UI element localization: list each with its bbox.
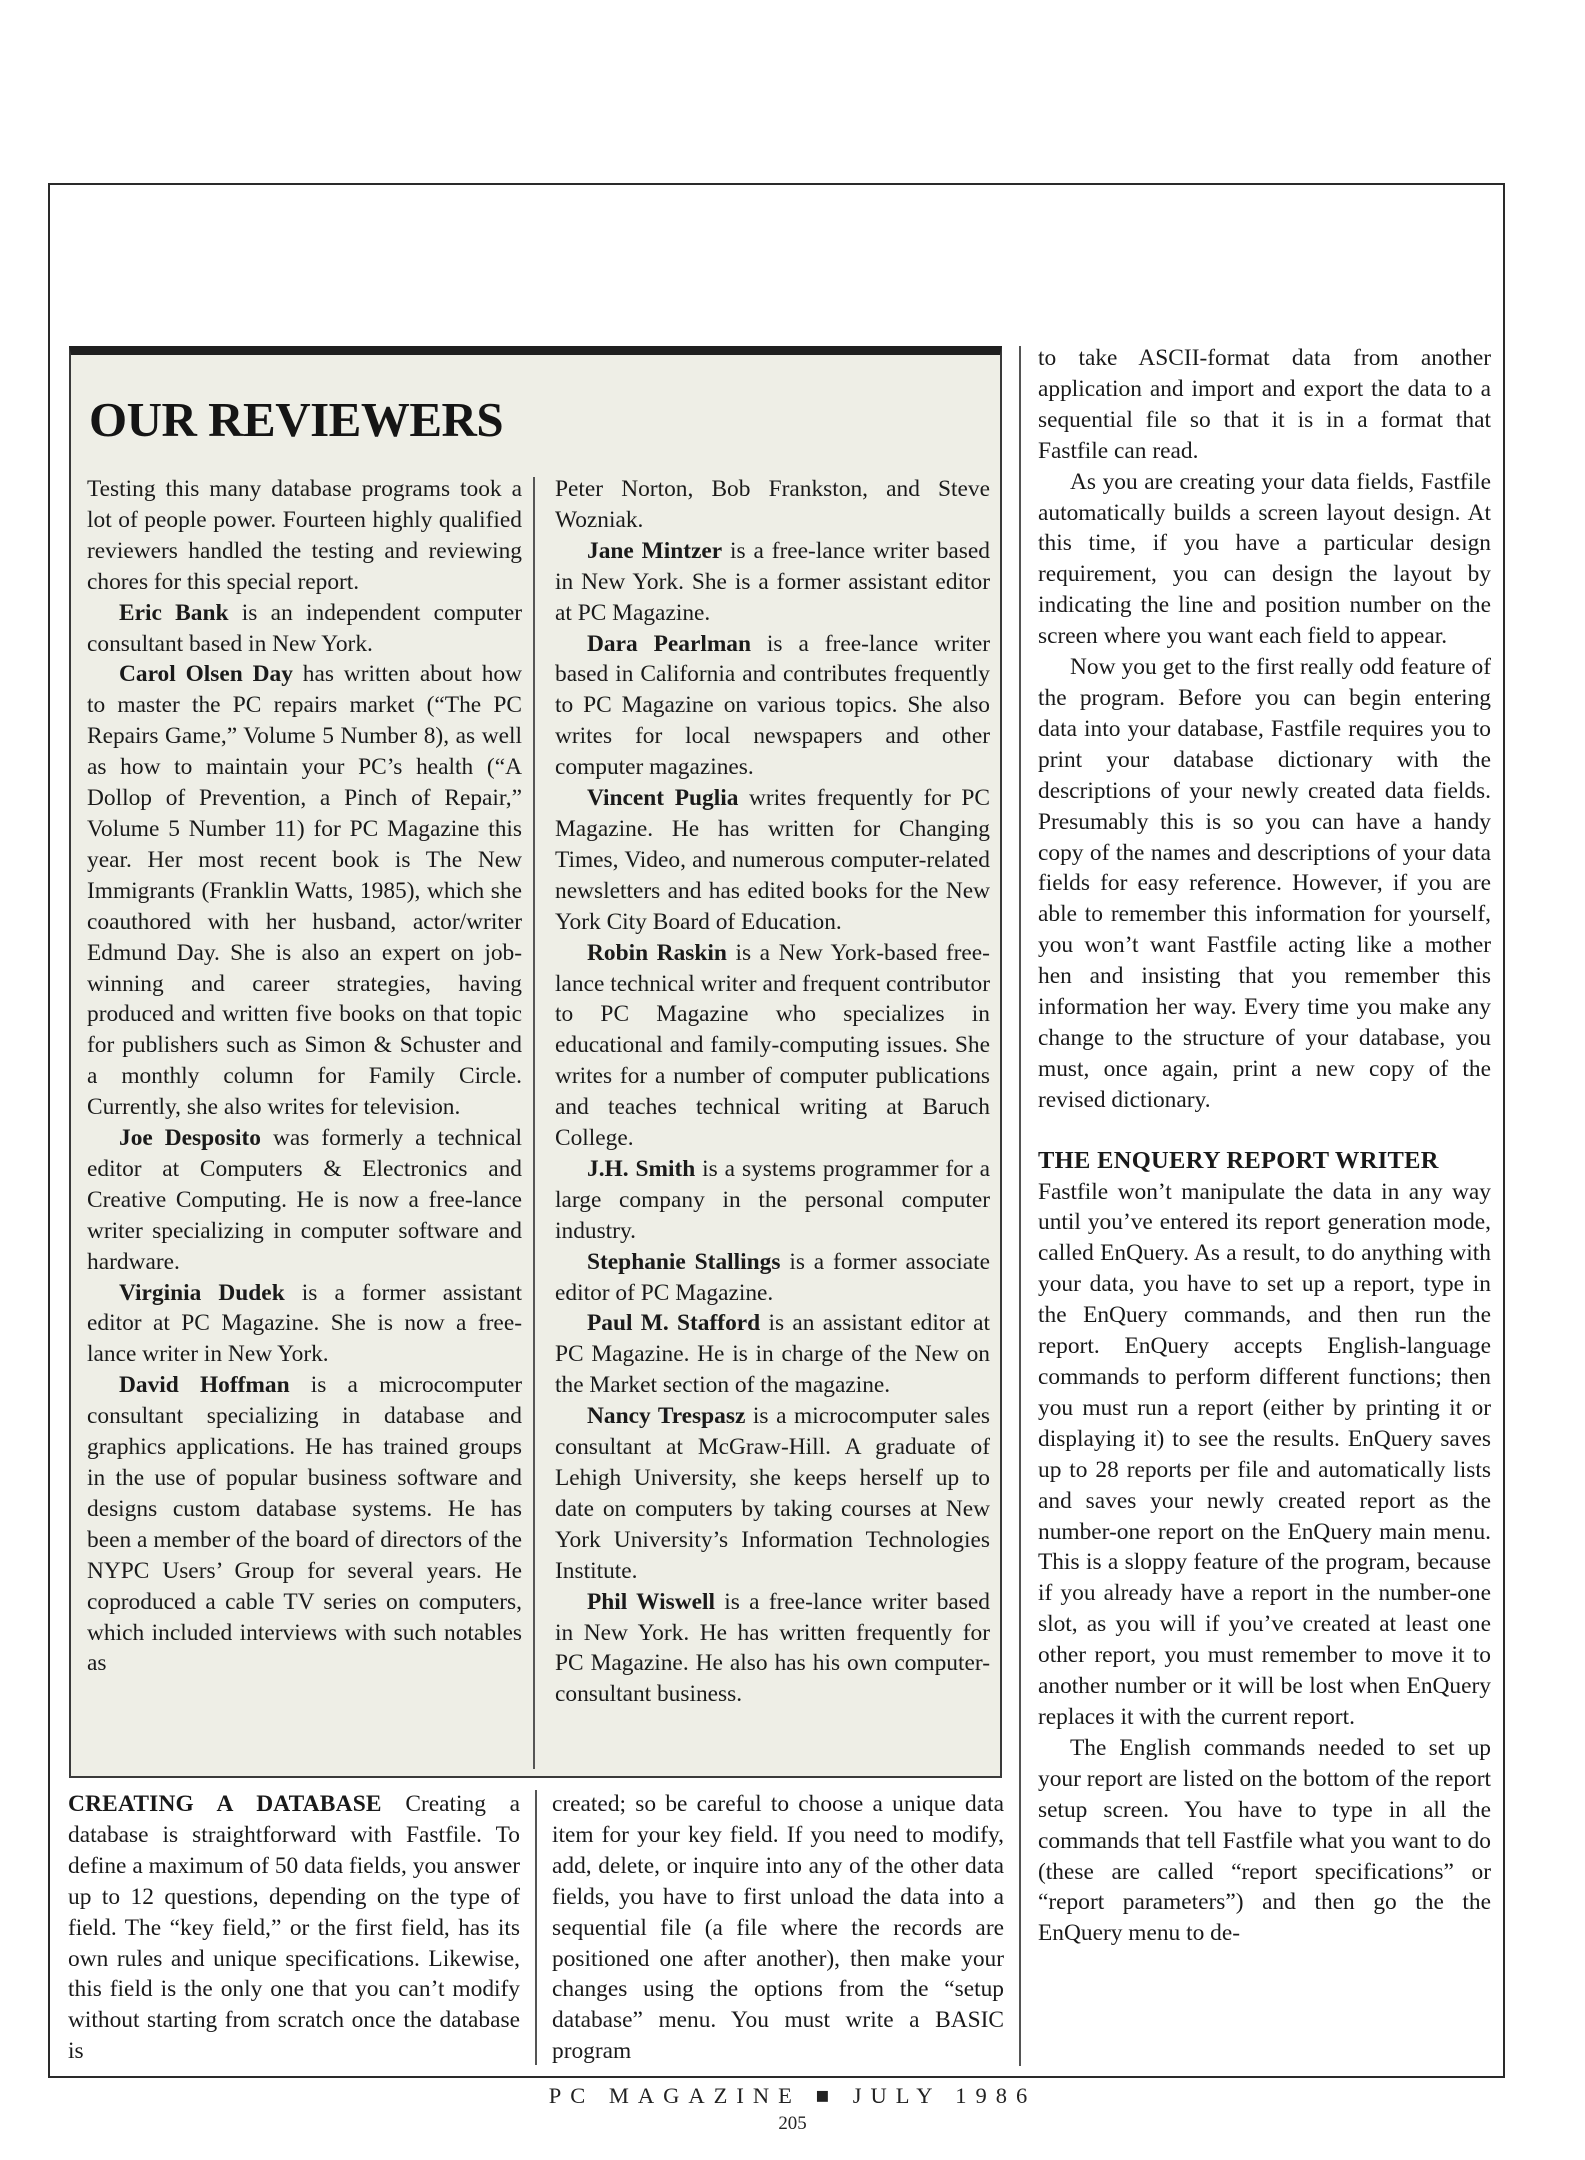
paragraph [555,474,990,536]
paragraph [555,1401,990,1586]
reviewer-name: Carol Olsen Day [119,661,293,688]
paragraph [87,474,522,598]
paragraph-text: is a systems programmer for a large company in the personal computer industry. [555,1155,990,1244]
paragraph-text: was formerly a technical editor at Computers & Electronics and Creative Computing. He is now a free-lance writer specializing in computer software and hardware. [87,1125,522,1275]
paragraph-text: Now you get to the first really odd feature of the program. Before you can begin entering data into your database, Fastfile requires you to print your database dictionary with the descriptions of your newly created data fields. Presumably this is so you can have a handy copy of the names and descriptions of your data fields for easy reference. However, if you are able to remember this information for yourself, you won’t want Fastfile acting like a mother hen and insisting that you remember this information her way. Every time you make any change to the structure of your database, you must, once again, print a new copy of the revised dictionary. [1038,654,1491,1113]
paragraph-text: is an independent computer consultant based in New York. [87,599,522,657]
paragraph-text: is an assistant editor at PC Magazine. He is in charge of the New on the Market section of the magazine. [555,1310,990,1399]
paragraph [555,783,990,938]
article-right-column [1038,343,1491,2070]
footer-magazine-line: PC MAGAZINE ■ JULY 1986 [548,2083,1037,2108]
reviewer-name: Nancy Trespasz [587,1403,746,1430]
reviewer-name: Stephanie Stallings [587,1248,781,1275]
reviewer-name: Vincent Puglia [587,785,739,812]
paragraph-text: As you are creating your data fields, Fastfile automatically builds a screen layout design. At this time, if you have a particular design requirement, you can design the layout by indicating the line and position number on the screen where you want each field to appear. [1038,468,1491,650]
reviewer-name: David Hoffman [119,1372,290,1399]
column-rule [1019,346,1021,2066]
reviewer-name: J.H. Smith [587,1155,696,1182]
paragraph [87,659,522,1123]
creating-database-paragraph [68,1789,520,2067]
paragraph [87,1278,522,1371]
sidebar-title: OUR REVIEWERS [89,392,504,447]
paragraph-text: to take ASCII-format data from another application and import and export the data to a sequential file so that it is in a format that Fastfile can read. [1038,345,1491,464]
enquery-heading: THE ENQUERY REPORT WRITER [1038,1146,1439,1174]
paragraph [555,1308,990,1401]
reviewer-name: Dara Pearlman [587,630,752,657]
paragraph [555,1247,990,1309]
sidebar-column-1 [87,474,522,1774]
section-spacer [1038,1116,1491,1146]
paragraph-text: Fastfile won’t manipulate the data in any way until you’ve entered its report generation mode, called EnQuery. As a result, to do anything with your data, you have to set up a report, type in the EnQuery commands, and then run the report. EnQuery accepts English-language commands to perform different functions; then you must run a report (either by printing it or displaying it) to see the results. EnQuery saves up to 28 reports per file and automatically lists and saves your newly created report as the number-one report on the EnQuery main menu. This is a sloppy feature of the program, because if you already have a report in the number-one slot, as you will if you’ve created at least one other report, you must remember to move it to another number or it will be lost when EnQuery replaces it with the current report. [1038,1178,1491,1730]
sidebar-column-rule [533,477,535,1769]
paragraph-text: is a free-lance writer based in New York. She is a former assistant editor at PC Magazine. [555,537,990,626]
paragraph-text: has written about how to master the PC repairs market (“The PC Repairs Game,” Volume 5 Number 8), as well as how to maintain your PC’s health (“A Dollop of Prevention, a Pinch of Repair,” Volume 5 Number 11) for PC Magazine this year. Her most recent book is The New Immigrants (Franklin Watts, 1985), which she coauthored with her husband, actor/writer Edmund Day. She is also an expert on job-winning and career strategies, having produced and written five books on that topic for publishers such as Simon & Schuster and a monthly column for Family Circle. Currently, she also writes for television. [87,661,522,1121]
paragraph [1038,467,1491,652]
paragraph-text: is a former assistant editor at PC Magazine. She is now a free-lance writer in New York. [87,1279,522,1368]
creating-database-heading: CREATING A DATABASE [68,1791,382,1817]
reviewer-name: Paul M. Stafford [587,1310,761,1337]
paragraph [1038,1733,1491,1949]
paragraph [1038,1177,1491,1733]
paragraph [1038,343,1491,467]
paragraph-text: is a New York-based free-lance technical writer and frequent contributor to PC Magazine who specializes in educational and family-computing issues. She writes for a number of computer publications and teaches technical writing at Baruch College. [555,939,990,1152]
paragraph-text: is a microcomputer sales consultant at McGraw-Hill. A graduate of Lehigh University, she keeps herself up to date on computers by taking courses at New York University’s Information Technologies Institute. [555,1403,990,1584]
reviewer-name: Robin Raskin [587,939,727,966]
reviewer-name: Phil Wiswell [587,1588,715,1615]
reviewer-name: Jane Mintzer [587,537,723,564]
paragraph [555,1154,990,1247]
reviewer-name: Eric Bank [119,599,229,626]
paragraph [555,938,990,1154]
middle-paragraph: created; so be careful to choose a unique data item for your key field. If you need to modify, add, delete, or inquire into any of the other data fields, you have to first unload the data into a sequential file (a file where the records are positioned one after another), then make your changes using the options from the “setup database” menu. You must write a BASIC program [552,1791,1004,2065]
paragraph-text: writes frequently for PC Magazine. He has written for Changing Times, Video, and numerous computer-related newsletters and has edited books for the New York City Board of Education. [555,785,990,935]
paragraph-text: The English commands needed to set up your report are listed on the bottom of the report setup screen. You have to type in all the commands that tell Fastfile what you want to do (these are called “report specifications” or “report parameters”) and then go the the EnQuery menu to de- [1038,1734,1491,1947]
sidebar-column-2 [555,474,990,1774]
paragraph [1038,652,1491,1116]
paragraph [555,1587,990,1711]
paragraph [87,1370,522,1679]
article-middle-column [552,1789,1004,2069]
page-number: 205 [778,2113,807,2134]
paragraph-text: is a free-lance writer based in New York. He has written frequently for PC Magazine. He also has his own computer-consultant business. [555,1588,990,1708]
creating-database-text: Creating a database is straightforward with Fastfile. To define a maximum of 50 data fields, you answer up to 12 questions, depending on the type of field. The “key field,” or the first field, has its own rules and unique specifications. Likewise, this field is the only one that you can’t modify without starting from scratch once the database is [68,1791,520,2065]
paragraph-text: is a microcomputer consultant specializing in database and graphics applications. He has trained groups in the use of popular business software and designs custom database systems. He has been a member of the board of directors of the NYPC Users’ Group for several years. He coproduced a cable TV series on computers, which included interviews with such notables as [87,1372,522,1677]
paragraph [87,598,522,660]
paragraph-text: Peter Norton, Bob Frankston, and Steve Wozniak. [555,476,990,533]
column-rule [535,1790,537,2065]
paragraph-text: is a former associate editor of PC Magazine. [555,1248,990,1306]
paragraph [555,629,990,784]
reviewer-name: Joe Desposito [119,1125,261,1152]
reviewers-sidebar [69,346,1002,1778]
paragraph-text: is a free-lance writer based in California and contributes frequently to PC Magazine on various topics. She also writes for local newspapers and other computer magazines. [555,630,990,781]
paragraph [87,1123,522,1278]
paragraph-text: Testing this many database programs took a lot of people power. Fourteen highly qualified reviewers handled the testing and reviewing chores for this special report. [87,476,522,595]
reviewer-name: Virginia Dudek [119,1279,285,1306]
paragraph [555,536,990,629]
creating-database-section [68,1789,520,2069]
